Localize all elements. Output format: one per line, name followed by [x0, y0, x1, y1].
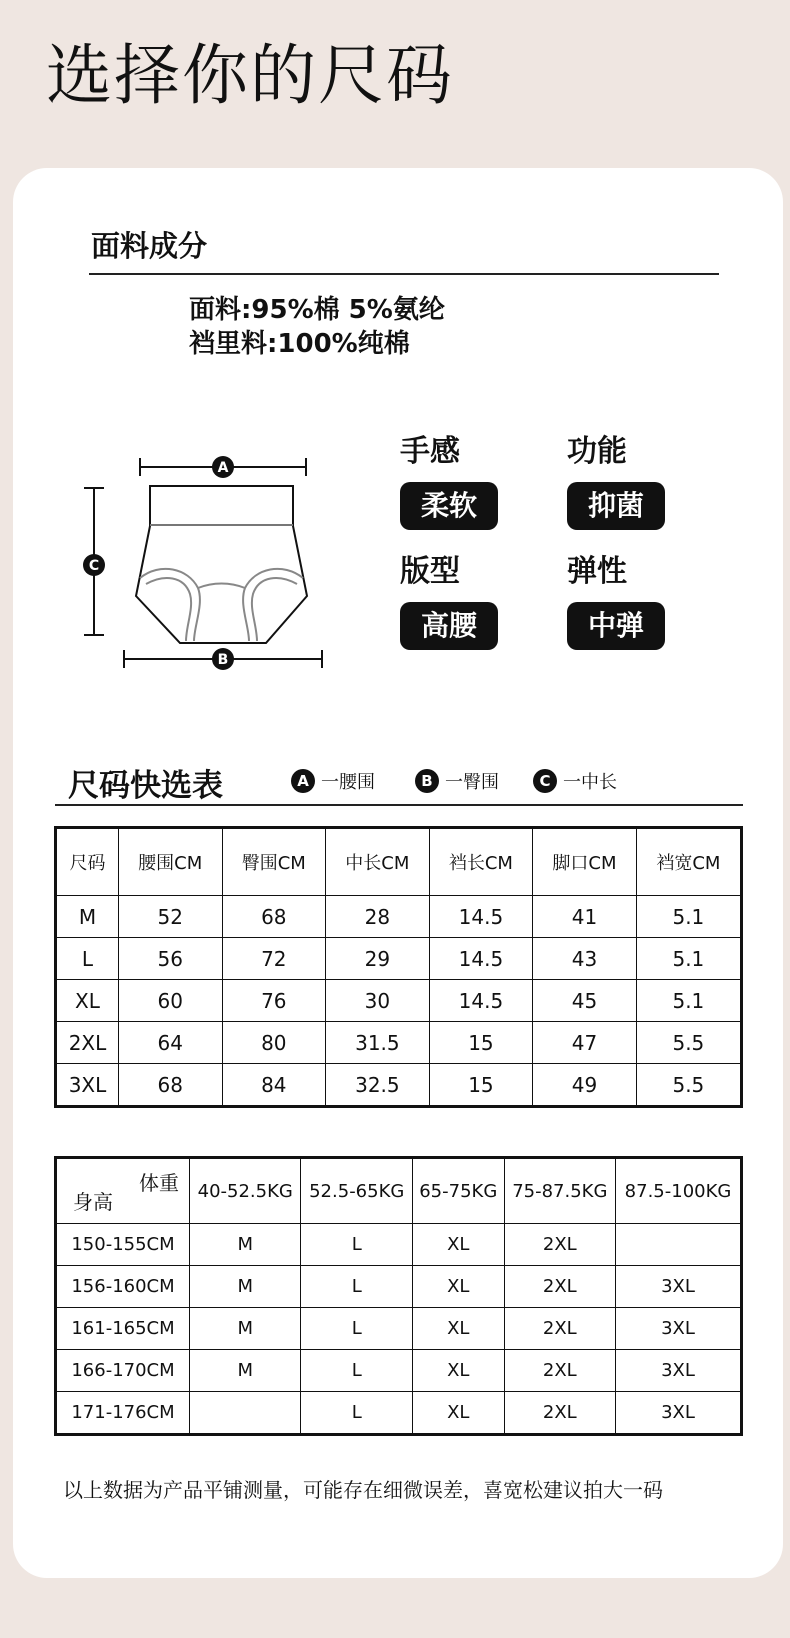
- underwear-outline: [136, 486, 307, 643]
- cell: 32.5: [326, 1064, 430, 1107]
- label-b: B: [217, 652, 229, 668]
- cell: [190, 1392, 301, 1435]
- fit-table-corner: [56, 1158, 190, 1224]
- cell: 5.1: [636, 896, 741, 938]
- cell: 5.1: [636, 980, 741, 1022]
- table-row: [56, 1392, 742, 1435]
- cell: 15: [429, 1064, 533, 1107]
- fabric-lining-line: 裆里料:100%纯棉: [189, 329, 410, 359]
- corner-weight-label: 体重: [139, 1171, 179, 1195]
- cell: XL: [412, 1350, 504, 1392]
- table-row: [56, 938, 742, 980]
- cell: 14.5: [429, 938, 533, 980]
- label-a: A: [217, 460, 229, 476]
- cell: 47: [533, 1022, 637, 1064]
- cell: 60: [118, 980, 222, 1022]
- legend-b: [415, 768, 499, 794]
- header-length: 中长CM: [326, 828, 430, 896]
- footnote: 以上数据为产品平铺测量，可能存在细微误差，喜宽松建议拍大一码: [63, 1478, 663, 1502]
- cell: L: [301, 1308, 412, 1350]
- cell: 2XL: [504, 1224, 615, 1266]
- legend-b-text: 一臀围: [445, 772, 499, 793]
- legend-a-text: 一腰围: [321, 772, 375, 793]
- legend-c-mark: C: [533, 769, 557, 793]
- table-row: [56, 1064, 742, 1107]
- cell: XL: [56, 980, 119, 1022]
- attr-function-badge: 抑菌: [567, 482, 665, 530]
- cell: 64: [118, 1022, 222, 1064]
- cell: 2XL: [504, 1350, 615, 1392]
- attr-function-title: 功能: [567, 434, 627, 469]
- cell: 31.5: [326, 1022, 430, 1064]
- cell: 68: [118, 1064, 222, 1107]
- table-row: [56, 1308, 742, 1350]
- header-weight-3: 65-75KG: [412, 1158, 504, 1224]
- cell: 41: [533, 896, 637, 938]
- table-row: [56, 1224, 742, 1266]
- header-crotch-length: 裆长CM: [429, 828, 533, 896]
- cell: 29: [326, 938, 430, 980]
- cell: 68: [222, 896, 326, 938]
- legend-a: [291, 768, 375, 794]
- cell: 15: [429, 1022, 533, 1064]
- content-card: [13, 168, 783, 1578]
- fabric-heading: 面料成分: [91, 229, 208, 263]
- cell: 49: [533, 1064, 637, 1107]
- cell: 3XL: [616, 1350, 742, 1392]
- attr-elasticity-badge: 中弹: [567, 602, 665, 650]
- fabric-main-line: 面料:95%棉 5%氨纶: [189, 295, 445, 325]
- header-weight-1: 40-52.5KG: [190, 1158, 301, 1224]
- table-row: [56, 896, 742, 938]
- width-b-dimension: [124, 648, 322, 670]
- table-row: [56, 1350, 742, 1392]
- attr-fit-badge: 高腰: [400, 602, 498, 650]
- attr-fit-title: 版型: [400, 554, 460, 589]
- cell: M: [190, 1350, 301, 1392]
- size-table: [54, 826, 743, 1108]
- fabric-divider: [89, 273, 719, 275]
- attr-feel-title: 手感: [400, 434, 460, 469]
- row-height: 166-170CM: [56, 1350, 190, 1392]
- cell: M: [56, 896, 119, 938]
- cell: 5.5: [636, 1022, 741, 1064]
- garment-diagram: [68, 450, 338, 670]
- size-chart-divider: [55, 804, 743, 806]
- legend-b-mark: B: [415, 769, 439, 793]
- size-table-header-row: [56, 828, 742, 896]
- cell: 5.1: [636, 938, 741, 980]
- label-c: C: [88, 558, 100, 574]
- attr-elasticity-title: 弹性: [567, 554, 627, 589]
- cell: 80: [222, 1022, 326, 1064]
- cell: 14.5: [429, 896, 533, 938]
- header-hip: 臀围CM: [222, 828, 326, 896]
- cell: L: [56, 938, 119, 980]
- cell: 72: [222, 938, 326, 980]
- header-size: 尺码: [56, 828, 119, 896]
- cell: 3XL: [616, 1308, 742, 1350]
- fit-table-header-row: [56, 1158, 742, 1224]
- cell: L: [301, 1350, 412, 1392]
- fabric-composition: [189, 293, 445, 361]
- row-height: 150-155CM: [56, 1224, 190, 1266]
- cell: 45: [533, 980, 637, 1022]
- header-weight-5: 87.5-100KG: [616, 1158, 742, 1224]
- attr-elasticity: [567, 546, 665, 650]
- cell: XL: [412, 1308, 504, 1350]
- row-height: 156-160CM: [56, 1266, 190, 1308]
- header-weight-4: 75-87.5KG: [504, 1158, 615, 1224]
- row-height: 171-176CM: [56, 1392, 190, 1435]
- attr-fit: [400, 546, 498, 650]
- cell: 3XL: [616, 1392, 742, 1435]
- attr-function: [567, 426, 665, 530]
- cell: 2XL: [504, 1308, 615, 1350]
- cell: 84: [222, 1064, 326, 1107]
- cell: XL: [412, 1266, 504, 1308]
- corner-height-label: 身高: [73, 1190, 113, 1214]
- header-crotch-width: 裆宽CM: [636, 828, 741, 896]
- cell: 3XL: [616, 1266, 742, 1308]
- header-waist: 腰围CM: [118, 828, 222, 896]
- cell: 56: [118, 938, 222, 980]
- cell: 5.5: [636, 1064, 741, 1107]
- cell: 43: [533, 938, 637, 980]
- cell: 52: [118, 896, 222, 938]
- header-leg-opening: 脚口CM: [533, 828, 637, 896]
- row-height: 161-165CM: [56, 1308, 190, 1350]
- cell: XL: [412, 1224, 504, 1266]
- fit-table: [54, 1156, 743, 1436]
- table-row: [56, 980, 742, 1022]
- header-weight-2: 52.5-65KG: [301, 1158, 412, 1224]
- cell: 14.5: [429, 980, 533, 1022]
- page-title: 选择你的尺码: [46, 37, 454, 114]
- cell: 2XL: [504, 1266, 615, 1308]
- legend-c: [533, 768, 617, 794]
- cell: 2XL: [504, 1392, 615, 1435]
- size-chart-heading: 尺码快选表: [68, 768, 223, 804]
- table-row: [56, 1266, 742, 1308]
- attr-feel: [400, 426, 498, 530]
- legend-a-mark: A: [291, 769, 315, 793]
- table-row: [56, 1022, 742, 1064]
- attr-feel-badge: 柔软: [400, 482, 498, 530]
- cell: XL: [412, 1392, 504, 1435]
- cell: [616, 1224, 742, 1266]
- cell: L: [301, 1224, 412, 1266]
- cell: 30: [326, 980, 430, 1022]
- cell: M: [190, 1266, 301, 1308]
- cell: 76: [222, 980, 326, 1022]
- cell: 28: [326, 896, 430, 938]
- cell: 3XL: [56, 1064, 119, 1107]
- cell: 2XL: [56, 1022, 119, 1064]
- legend-c-text: 一中长: [563, 772, 617, 793]
- cell: M: [190, 1224, 301, 1266]
- cell: L: [301, 1266, 412, 1308]
- cell: M: [190, 1308, 301, 1350]
- width-a-dimension: [140, 456, 306, 478]
- cell: L: [301, 1392, 412, 1435]
- length-c-dimension: [83, 488, 105, 635]
